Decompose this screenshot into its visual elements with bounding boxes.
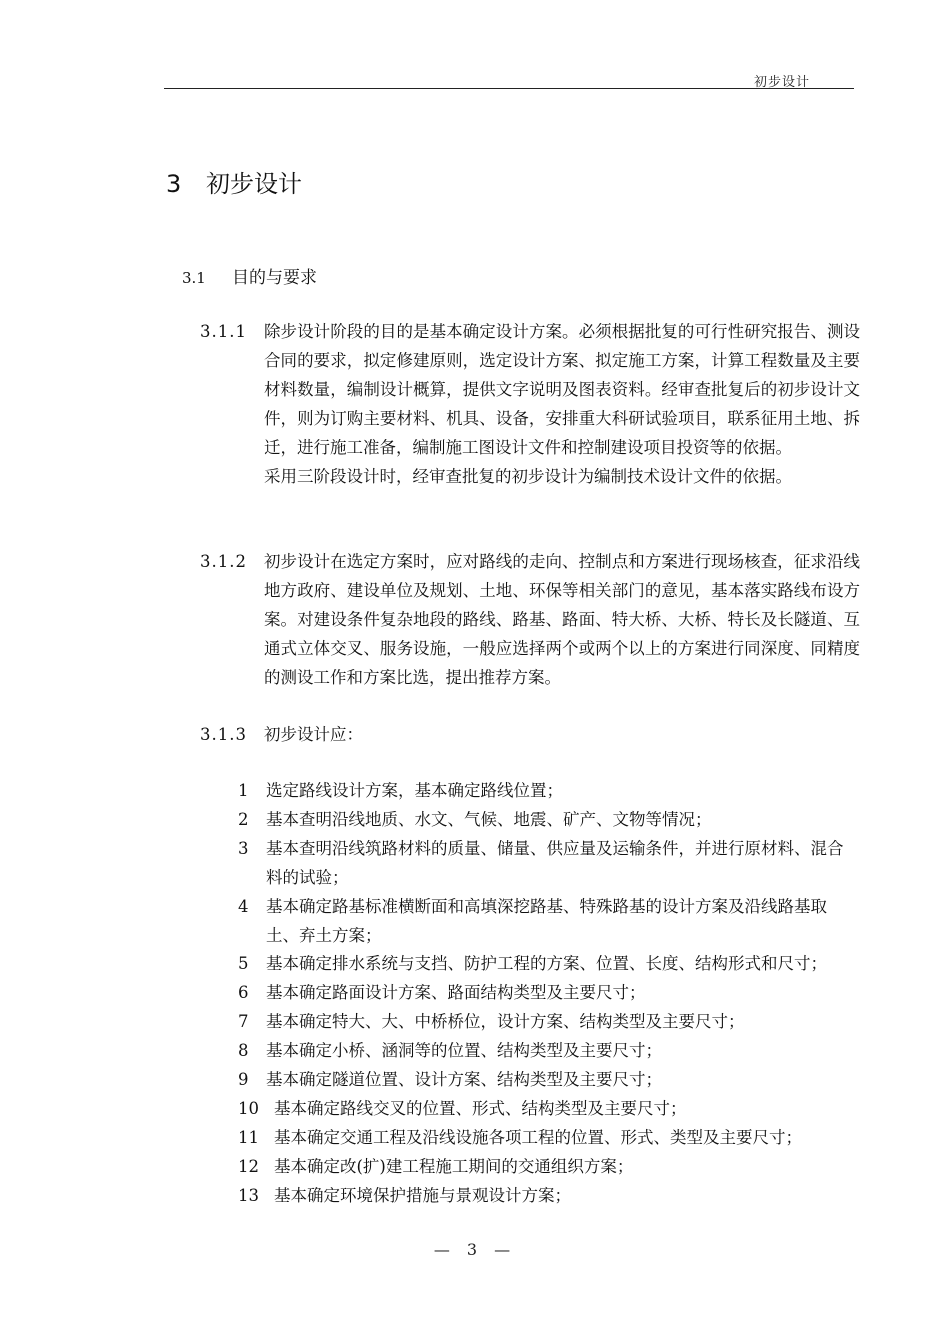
list-item-number: 5 <box>238 954 249 974</box>
list-item-number: 13 <box>238 1185 259 1205</box>
section-title: 目的与要求 <box>232 268 317 288</box>
requirement-list <box>238 777 858 1211</box>
list-item-text: 基本确定小桥、涵洞等的位置、结构类型及主要尺寸； <box>266 1041 662 1061</box>
list-item <box>238 777 858 806</box>
chapter-heading <box>166 164 302 199</box>
clause-3-1-3 <box>200 720 860 749</box>
running-header-title: 初步设计 <box>753 75 810 90</box>
list-item-number: 1 <box>238 781 249 800</box>
list-item-text: 基本确定隧道位置、设计方案、结构类型及主要尺寸； <box>266 1070 662 1090</box>
page-number: — 3 — <box>433 1240 517 1259</box>
clause-3-1-2 <box>200 547 860 692</box>
list-item-number: 3 <box>238 838 249 858</box>
list-item-text: 基本确定路线交叉的位置、形式、结构类型及主要尺寸； <box>274 1098 687 1118</box>
list-item-text: 基本确定交通工程及沿线设施各项工程的位置、形式、类型及主要尺寸； <box>274 1127 802 1147</box>
chapter-title: 初步设计 <box>206 170 302 198</box>
list-item-number: 12 <box>238 1156 259 1176</box>
section-heading <box>182 263 317 288</box>
list-item <box>238 979 858 1008</box>
list-item-text: 基本确定路面设计方案、路面结构类型及主要尺寸； <box>266 983 646 1003</box>
list-item-number: 4 <box>238 896 249 916</box>
list-item-text: 基本查明沿线筑路材料的质量、储量、供应量及运输条件，并进行原材料、混合料的试验； <box>266 838 844 887</box>
clause-number: 3.1.2 <box>200 552 247 571</box>
list-item <box>238 1037 858 1066</box>
list-item <box>238 1008 858 1037</box>
list-item-number: 6 <box>238 983 249 1003</box>
list-item-text: 基本确定排水系统与支挡、防护工程的方案、位置、长度、结构形式和尺寸； <box>266 954 827 974</box>
list-item <box>238 1182 858 1211</box>
list-item-number: 10 <box>238 1098 259 1118</box>
list-item-text: 基本确定特大、大、中桥桥位，设计方案、结构类型及主要尺寸； <box>266 1012 745 1032</box>
list-item <box>238 950 858 979</box>
list-item-number: 9 <box>238 1070 249 1090</box>
clause-number: 3.1.3 <box>200 725 247 744</box>
header-rule <box>164 88 854 89</box>
list-item <box>238 893 858 951</box>
list-item-number: 8 <box>238 1041 249 1061</box>
clause-body <box>264 720 860 749</box>
clause-3-1-1 <box>200 317 860 491</box>
list-item-text: 选定路线设计方案，基本确定路线位置； <box>266 781 563 800</box>
list-item <box>238 1095 858 1124</box>
clause-body <box>264 317 860 491</box>
list-item <box>238 1153 858 1182</box>
section-number: 3.1 <box>182 269 206 287</box>
clause-paragraph: 初步设计在选定方案时，应对路线的走向、控制点和方案进行现场核查，征求沿线地方政府、建设单位及规划、土地、环保等相关部门的意见，基本落实路线布设方案。对建设条件复杂地段的路线、路基、路面、特大桥、大桥、特长及长隧道、互通式立体交叉、服务设施，一般应选择两个或两个以上的方案进行同深度、同精度的测设工作和方案比选，提出推荐方案。 <box>264 552 860 687</box>
clause-paragraph: 初步设计应： <box>264 725 363 744</box>
list-item <box>238 806 858 835</box>
list-item <box>238 1066 858 1095</box>
clause-paragraph: 采用三阶段设计时，经审查批复的初步设计为编制技术设计文件的依据。 <box>264 467 792 486</box>
list-item-text: 基本确定路基标准横断面和高填深挖路基、特殊路基的设计方案及沿线路基取土、弃土方案； <box>266 896 827 945</box>
list-item <box>238 1124 858 1153</box>
list-item-text: 基本查明沿线地质、水文、气候、地震、矿产、文物等情况； <box>266 809 712 829</box>
clause-paragraph: 除步设计阶段的目的是基本确定设计方案。必须根据批复的可行性研究报告、测设合同的要求，拟定修建原则，选定设计方案、拟定施工方案，计算工程数量及主要材料数量，编制设计概算，提供文字说明及图表资料。经审查批复后的初步设计文件，则为订购主要材料、机具、设备，安排重大科研试验项目，联系征用土地、拆迁，进行施工准备，编制施工图设计文件和控制建设项目投资等的依据。 <box>264 322 860 457</box>
list-item-text: 基本确定环境保护措施与景观设计方案； <box>274 1185 571 1205</box>
list-item-text: 基本确定改(扩)建工程施工期间的交通组织方案； <box>274 1156 634 1176</box>
list-item-number: 2 <box>238 809 249 829</box>
clause-number: 3.1.1 <box>200 322 247 341</box>
list-item <box>238 835 858 893</box>
clause-body <box>264 547 860 692</box>
list-item-number: 11 <box>238 1127 259 1147</box>
chapter-number: 3 <box>166 170 182 198</box>
list-item-number: 7 <box>238 1012 249 1032</box>
